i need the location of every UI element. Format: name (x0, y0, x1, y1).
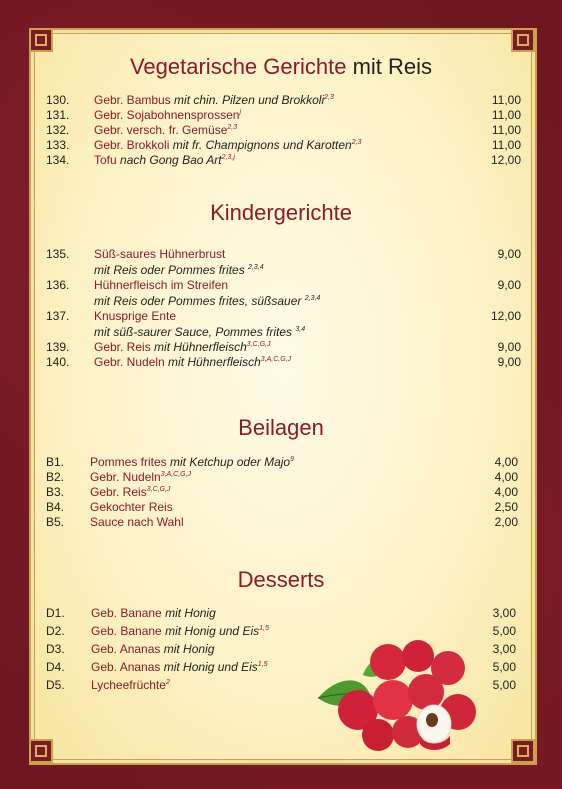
item-price: 11,00 (491, 108, 521, 122)
item-price: 11,00 (491, 138, 521, 152)
item-price: 11,00 (491, 93, 521, 107)
item-title: Gebr. Brokkoli (94, 138, 170, 152)
section-title-beilagen: Beilagen (238, 415, 324, 440)
item-description: mit Honig und Eis (160, 660, 258, 674)
item-title: Gebr. Nudeln (94, 355, 165, 369)
menu-item-row (46, 606, 516, 621)
allergen-note: 3,C,G,J (246, 341, 271, 348)
item-subline (94, 263, 264, 277)
item-subline-text: mit Reis oder Pommes frites (94, 263, 249, 277)
item-title: Geb. Ananas (91, 642, 161, 656)
item-description: mit chin. Pilzen und Brokkoli (170, 93, 325, 107)
item-price: 9,00 (497, 355, 521, 369)
menu-item-row (46, 138, 521, 153)
menu-item-row (46, 355, 521, 370)
item-title: Gebr. Reis (90, 485, 147, 499)
allergen-note: 9 (290, 456, 294, 463)
item-name (90, 485, 170, 499)
allergen-note: 3,A,C,G,J (160, 471, 192, 478)
corner-ornament (29, 28, 53, 52)
menu-item-row (46, 455, 518, 470)
item-price: 11,00 (491, 123, 521, 137)
item-name (94, 108, 241, 122)
item-subline-text: mit Reis oder Pommes frites, süßsauer (94, 294, 305, 308)
section-title-kinder: Kindergerichte (210, 200, 352, 225)
item-description: mit Hühnerfleisch (164, 355, 261, 369)
item-number: 133. (46, 138, 70, 152)
item-name (94, 123, 237, 137)
corner-ornament (29, 739, 53, 763)
item-name (94, 247, 225, 261)
item-name (94, 153, 235, 167)
menu-item-row (46, 247, 521, 262)
item-title: Hühnerfleisch im Streifen (94, 278, 229, 292)
item-number: B3. (46, 485, 65, 499)
section-title-veg (0, 54, 562, 80)
allergen-note: 1,5 (259, 625, 269, 632)
item-description: mit Hühnerfleisch (150, 340, 247, 354)
item-number: 130. (46, 93, 70, 107)
item-price: 9,00 (497, 278, 521, 292)
item-name (91, 678, 170, 692)
item-name (94, 138, 361, 152)
allergen-note: 3,4 (295, 326, 306, 333)
item-number: 132. (46, 123, 70, 137)
item-name (94, 93, 334, 107)
menu-item-row (46, 485, 518, 500)
menu-item-row (46, 278, 521, 293)
item-price: 4,00 (494, 455, 518, 469)
allergen-note: 1,5 (257, 661, 268, 668)
item-price: 3,00 (492, 642, 516, 656)
item-title: Süß-saures Hühnerbrust (94, 247, 226, 261)
item-description: nach Gong Bao Art (116, 153, 222, 167)
allergen-note: 2,3 (227, 124, 238, 131)
item-number: B4. (46, 500, 65, 514)
item-title: Gekochter Reis (90, 500, 173, 514)
item-name (91, 660, 268, 674)
corner-ornament (511, 739, 535, 763)
item-number: 134. (46, 153, 70, 167)
item-name (90, 500, 173, 514)
allergen-note: 3,C,G,J (146, 486, 171, 493)
item-number: D2. (46, 624, 65, 638)
item-title: Gebr. Bambus (94, 93, 171, 107)
menu-item-row (46, 309, 521, 324)
item-number: 140. (46, 355, 70, 369)
item-name (94, 309, 176, 323)
item-price: 4,00 (494, 485, 518, 499)
menu-item-row (46, 500, 518, 515)
menu-item-row (46, 153, 521, 168)
item-number: B1. (46, 455, 65, 469)
item-title: Pommes frites (90, 455, 167, 469)
item-price: 9,00 (497, 247, 521, 261)
item-name (90, 515, 184, 529)
item-price: 5,00 (492, 624, 516, 638)
item-title: Gebr. versch. fr. Gemüse (94, 123, 228, 137)
allergen-note: 2,3 (351, 139, 362, 146)
allergen-note: 2,3,j (221, 154, 235, 161)
allergen-note: 2,3,4 (248, 264, 264, 271)
item-price: 2,50 (494, 500, 518, 514)
item-name (94, 340, 270, 354)
section-title-veg-b: mit Reis (352, 54, 433, 79)
menu-item-row (46, 123, 521, 138)
allergen-note: 2,3,4 (304, 295, 321, 302)
allergen-note: 2 (165, 679, 170, 686)
item-subline-text: mit süß-saurer Sauce, Pommes frites (94, 325, 296, 339)
menu-item-row (46, 93, 521, 108)
item-number: 131. (46, 108, 70, 122)
item-price: 5,00 (492, 678, 516, 692)
item-description: mit Honig und Eis (161, 624, 260, 638)
item-title: Gebr. Sojabohnensprossen (94, 108, 240, 122)
item-number: D1. (46, 606, 65, 620)
menu-item-row (46, 470, 518, 485)
lychee-image (308, 640, 488, 755)
section-title-desserts: Desserts (237, 567, 325, 592)
item-description: mit Ketchup oder Majo (166, 455, 291, 469)
allergen-note: 2,3 (324, 94, 334, 101)
item-number: D5. (46, 678, 65, 692)
menu-item-row (46, 515, 518, 530)
item-number: D3. (46, 642, 65, 656)
section-title-veg-a: Vegetarische Gerichte (129, 54, 347, 79)
item-description: mit fr. Champignons und Karotten (169, 138, 352, 152)
item-number: B5. (46, 515, 65, 529)
item-name (90, 470, 191, 484)
item-number: 136. (46, 278, 70, 292)
item-title: Geb. Ananas (91, 660, 161, 674)
item-title: Geb. Banane (91, 624, 162, 638)
item-number: D4. (46, 660, 65, 674)
item-number: 135. (46, 247, 70, 261)
item-price: 4,00 (494, 470, 518, 484)
item-price: 12,00 (490, 309, 521, 323)
item-name (94, 355, 291, 369)
item-name (94, 278, 228, 292)
item-title: Tofu (94, 153, 117, 167)
item-name (91, 642, 214, 656)
item-title: Knusprige Ente (94, 309, 177, 323)
item-number: 139. (46, 340, 70, 354)
allergen-note: 3,A,C,G,J (260, 356, 292, 363)
item-number: 137. (46, 309, 70, 323)
item-name (91, 624, 269, 638)
item-title: Gebr. Nudeln (90, 470, 161, 484)
item-price: 12,00 (490, 153, 521, 167)
menu-item-row (46, 340, 521, 355)
menu-item-row (46, 108, 521, 123)
allergen-note: j (239, 109, 241, 116)
item-subline (94, 294, 320, 308)
item-price: 9,00 (497, 340, 521, 354)
item-title: Sauce nach Wahl (90, 515, 184, 529)
item-title: Gebr. Reis (94, 340, 151, 354)
item-title: Lycheefrüchte (91, 678, 166, 692)
item-name (91, 606, 216, 620)
item-price: 5,00 (492, 660, 516, 674)
item-subline (94, 325, 305, 339)
item-description: mit Honig (161, 606, 216, 620)
corner-ornament (511, 28, 535, 52)
menu-item-row (46, 624, 516, 639)
item-price: 3,00 (492, 606, 516, 620)
item-description: mit Honig (160, 642, 215, 656)
item-number: B2. (46, 470, 65, 484)
item-price: 2,00 (494, 515, 518, 529)
item-name (90, 455, 294, 469)
item-title: Geb. Banane (91, 606, 162, 620)
